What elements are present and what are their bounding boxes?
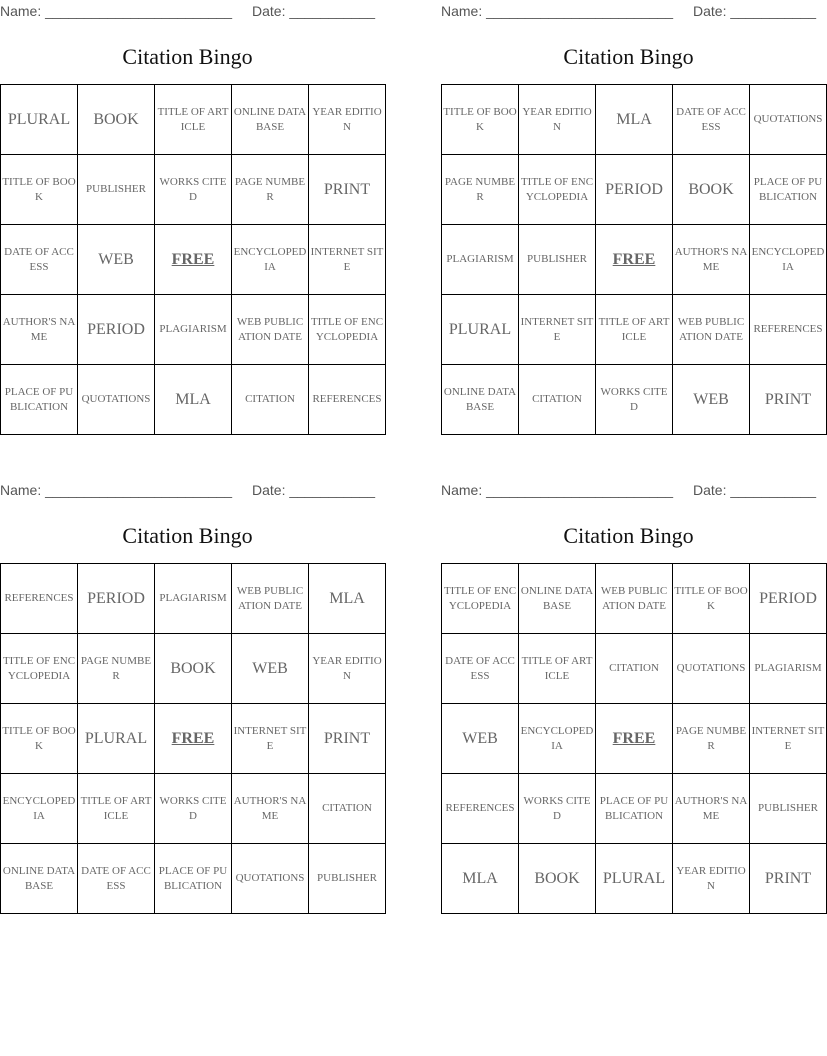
bingo-cell: TITLE OF BOOK — [673, 564, 750, 634]
bingo-cell: REFERENCES — [442, 774, 519, 844]
bingo-cell: WEB — [442, 704, 519, 774]
date-field-label: Date: ___________ — [252, 3, 375, 19]
date-field-label: Date: ___________ — [693, 3, 816, 19]
bingo-cell: BOOK — [519, 844, 596, 914]
bingo-grid — [441, 563, 827, 914]
bingo-cell: QUOTATIONS — [232, 844, 309, 914]
bingo-cell: WEB PUBLICATION DATE — [596, 564, 673, 634]
bingo-cell: AUTHOR'S NAME — [232, 774, 309, 844]
bingo-cell: WEB — [232, 634, 309, 704]
bingo-cell: ONLINE DATABASE — [232, 85, 309, 155]
grid-row — [1, 365, 386, 435]
card-header — [441, 482, 816, 502]
bingo-cell: PRINT — [309, 704, 386, 774]
bingo-cell: WEB — [78, 225, 155, 295]
bingo-cell: CITATION — [519, 365, 596, 435]
name-field-label: Name: ________________________ — [0, 482, 232, 498]
card-header — [0, 482, 375, 502]
bingo-cell: TITLE OF ARTICLE — [78, 774, 155, 844]
bingo-cell: PRINT — [750, 365, 827, 435]
grid-row — [442, 564, 827, 634]
bingo-cell: QUOTATIONS — [78, 365, 155, 435]
bingo-cell: QUOTATIONS — [673, 634, 750, 704]
bingo-cell: PLURAL — [78, 704, 155, 774]
bingo-cell: DATE OF ACCESS — [442, 634, 519, 704]
grid-row — [1, 295, 386, 365]
card-header — [0, 3, 375, 23]
grid-row — [442, 365, 827, 435]
bingo-cell: TITLE OF ENCYCLOPEDIA — [519, 155, 596, 225]
bingo-cell: ENCYCLOPEDIA — [519, 704, 596, 774]
bingo-cell: MLA — [442, 844, 519, 914]
grid-row — [442, 704, 827, 774]
bingo-cell: PLURAL — [596, 844, 673, 914]
bingo-cell: PAGE NUMBER — [673, 704, 750, 774]
bingo-cell: PUBLISHER — [519, 225, 596, 295]
bingo-cell: TITLE OF ARTICLE — [519, 634, 596, 704]
bingo-cell: ONLINE DATABASE — [1, 844, 78, 914]
card-title: Citation Bingo — [122, 44, 253, 69]
bingo-cell: BOOK — [673, 155, 750, 225]
free-space-cell: FREE — [596, 704, 673, 774]
bingo-cell: AUTHOR'S NAME — [673, 774, 750, 844]
card-header — [441, 3, 816, 23]
bingo-cell: YEAR EDITION — [309, 634, 386, 704]
free-space-cell: FREE — [155, 225, 232, 295]
bingo-cell: REFERENCES — [750, 295, 827, 365]
free-space-cell: FREE — [155, 704, 232, 774]
name-field-label: Name: ________________________ — [441, 482, 673, 498]
grid-row — [442, 295, 827, 365]
bingo-cell: TITLE OF ENCYCLOPEDIA — [309, 295, 386, 365]
grid-row — [442, 225, 827, 295]
bingo-cell: REFERENCES — [1, 564, 78, 634]
bingo-cell: PLACE OF PUBLICATION — [596, 774, 673, 844]
grid-row — [442, 634, 827, 704]
bingo-cell: PLAGIARISM — [750, 634, 827, 704]
grid-row — [1, 844, 386, 914]
bingo-cell: AUTHOR'S NAME — [1, 295, 78, 365]
date-field-label: Date: ___________ — [252, 482, 375, 498]
bingo-cell: WORKS CITED — [155, 774, 232, 844]
bingo-cell: WEB — [673, 365, 750, 435]
bingo-cell: PLAGIARISM — [442, 225, 519, 295]
bingo-cell: ENCYCLOPEDIA — [1, 774, 78, 844]
grid-row — [442, 155, 827, 225]
bingo-cell: DATE OF ACCESS — [673, 85, 750, 155]
free-space-cell: FREE — [596, 225, 673, 295]
grid-row — [1, 774, 386, 844]
bingo-cell: WEB PUBLICATION DATE — [232, 564, 309, 634]
bingo-cell: MLA — [596, 85, 673, 155]
grid-row — [1, 225, 386, 295]
bingo-cell: PUBLISHER — [309, 844, 386, 914]
bingo-cell: TITLE OF BOOK — [442, 85, 519, 155]
bingo-cell: PAGE NUMBER — [442, 155, 519, 225]
bingo-cell: WORKS CITED — [519, 774, 596, 844]
card-title: Citation Bingo — [563, 44, 694, 69]
bingo-cell: TITLE OF ARTICLE — [155, 85, 232, 155]
grid-row — [442, 85, 827, 155]
bingo-cell: PERIOD — [750, 564, 827, 634]
card-title: Citation Bingo — [563, 523, 694, 548]
bingo-cell: ENCYCLOPEDIA — [750, 225, 827, 295]
card-title: Citation Bingo — [122, 523, 253, 548]
bingo-cell: PLACE OF PUBLICATION — [155, 844, 232, 914]
bingo-cell: TITLE OF ENCYCLOPEDIA — [1, 634, 78, 704]
bingo-cell: YEAR EDITION — [673, 844, 750, 914]
bingo-cell: WEB PUBLICATION DATE — [232, 295, 309, 365]
bingo-cell: PLURAL — [1, 85, 78, 155]
grid-row — [1, 85, 386, 155]
bingo-grid — [441, 84, 827, 435]
bingo-cell: PUBLISHER — [78, 155, 155, 225]
bingo-cell: TITLE OF BOOK — [1, 155, 78, 225]
bingo-cell: YEAR EDITION — [309, 85, 386, 155]
grid-row — [1, 634, 386, 704]
bingo-grid — [0, 563, 386, 914]
bingo-cell: INTERNET SITE — [232, 704, 309, 774]
bingo-cell: PLACE OF PUBLICATION — [750, 155, 827, 225]
bingo-cell: MLA — [155, 365, 232, 435]
bingo-cell: MLA — [309, 564, 386, 634]
grid-row — [442, 774, 827, 844]
bingo-cell: BOOK — [78, 85, 155, 155]
bingo-cell: WORKS CITED — [596, 365, 673, 435]
bingo-cell: WEB PUBLICATION DATE — [673, 295, 750, 365]
bingo-cell: DATE OF ACCESS — [1, 225, 78, 295]
bingo-cell: YEAR EDITION — [519, 85, 596, 155]
bingo-cell: PAGE NUMBER — [78, 634, 155, 704]
bingo-cell: WORKS CITED — [155, 155, 232, 225]
bingo-cell: PRINT — [750, 844, 827, 914]
bingo-cell: PERIOD — [78, 295, 155, 365]
bingo-cell: TITLE OF ENCYCLOPEDIA — [442, 564, 519, 634]
bingo-cell: TITLE OF ARTICLE — [596, 295, 673, 365]
bingo-cell: INTERNET SITE — [750, 704, 827, 774]
bingo-cell: PRINT — [309, 155, 386, 225]
bingo-cell: INTERNET SITE — [309, 225, 386, 295]
bingo-cell: PAGE NUMBER — [232, 155, 309, 225]
grid-row — [1, 155, 386, 225]
grid-row — [442, 844, 827, 914]
bingo-cell: PLACE OF PUBLICATION — [1, 365, 78, 435]
grid-row — [1, 704, 386, 774]
grid-row — [1, 564, 386, 634]
bingo-cell: BOOK — [155, 634, 232, 704]
name-field-label: Name: ________________________ — [0, 3, 232, 19]
bingo-cell: DATE OF ACCESS — [78, 844, 155, 914]
bingo-cell: QUOTATIONS — [750, 85, 827, 155]
name-field-label: Name: ________________________ — [441, 3, 673, 19]
bingo-cell: PLAGIARISM — [155, 564, 232, 634]
bingo-cell: ENCYCLOPEDIA — [232, 225, 309, 295]
bingo-cell: PERIOD — [78, 564, 155, 634]
bingo-cell: REFERENCES — [309, 365, 386, 435]
bingo-cell: ONLINE DATABASE — [519, 564, 596, 634]
bingo-grid — [0, 84, 386, 435]
bingo-cell: CITATION — [232, 365, 309, 435]
bingo-cell: PERIOD — [596, 155, 673, 225]
bingo-cell: AUTHOR'S NAME — [673, 225, 750, 295]
bingo-cell: ONLINE DATABASE — [442, 365, 519, 435]
bingo-cell: INTERNET SITE — [519, 295, 596, 365]
bingo-cell: TITLE OF BOOK — [1, 704, 78, 774]
bingo-cell: PLURAL — [442, 295, 519, 365]
bingo-cell: CITATION — [309, 774, 386, 844]
bingo-cell: PLAGIARISM — [155, 295, 232, 365]
bingo-cell: PUBLISHER — [750, 774, 827, 844]
bingo-cell: CITATION — [596, 634, 673, 704]
date-field-label: Date: ___________ — [693, 482, 816, 498]
